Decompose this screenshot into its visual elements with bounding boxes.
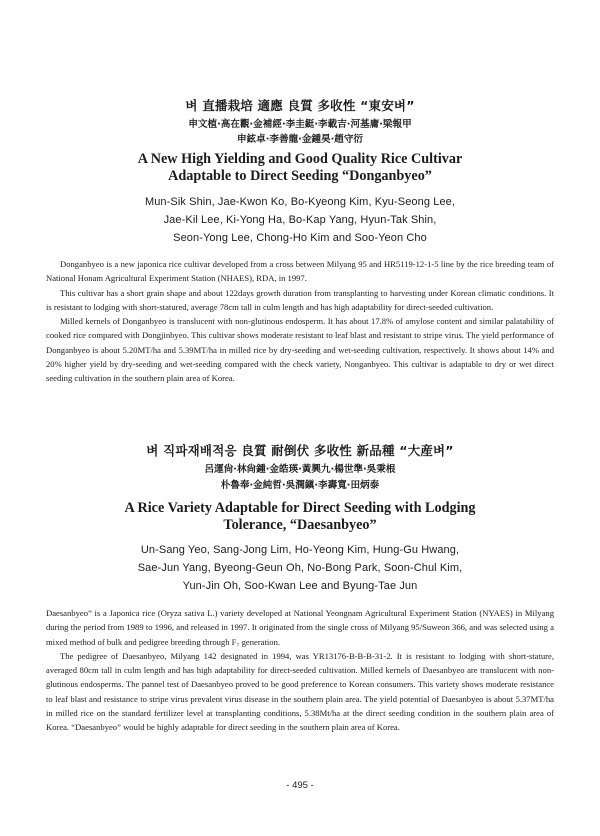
article1-abstract-paragraph: This cultivar has a short grain shape and about 122days growth duration from transplanting to harvesting under Korean climatic conditions. It is resistant to lodging with short-statured, average 78cm tall in culm length and has high adaptability for direct-seeded cultivation.	[46, 287, 554, 312]
article1-korean-authors-line1: 申文植·高在觀·金補經·李圭鋌·李載吉·河基庸·梁報甲	[188, 119, 412, 130]
article1-english-title-line1: A New High Yielding and Good Quality Rice Cultivar	[137, 151, 463, 167]
article2-korean-authors-line1: 呂運尙·林尙鍾·金皓瑛·黃興九·楊世準·吳秉根	[204, 464, 396, 475]
article1-korean-title: 벼 直播栽培 適應 良質 多收性 “東安벼”	[185, 98, 415, 113]
article2-korean-title: 벼 직파재배적응 良質 耐倒伏 多收性 新品種 “大産벼”	[146, 443, 454, 458]
article2-english-title-line2: Tolerance, “Daesanbyeo”	[223, 517, 377, 533]
article2-abstract	[46, 606, 554, 735]
article2-english-authors-line2: Sae-Jun Yang, Byeong-Geun Oh, No-Bong Park, Soon-Chul Kim,	[137, 562, 463, 574]
article1-english-authors-line2: Jae-Kil Lee, Ki-Yong Ha, Bo-Kap Yang, Hyun-Tak Shin,	[163, 214, 437, 226]
article1-abstract-paragraph: Donganbyeo is a new japonica rice cultivar developed from a cross between Milyang 95 and HR5119-12-1-5 line by the rice breeding team of National Honam Agricultural Experiment Station (NHAES), RDA, in 1997.	[46, 259, 554, 284]
article1-abstract-paragraph: Milled kernels of Donganbyeo is translucent with non-glutinous endosperm. It has about 17.8% of amylose content and similar palatability of cooked rice compared with Dongjinbyeo. This cultivar shows moderate resistant to leaf blast and resistant to stripe virus. The yield performance of Donganbyeo is about 5.20MT/ha and 5.39MT/ha in milled rice by dry-seeding and wet-seeding cultivation, respectively. It shows about 14% and 20% higher yield by dry-seeding and wet-seeding compared with the check variety, Nonganbyeo. This cultivar is adaptable to dry or wet direct seeding cultivation in the southern plain area of Korea.	[46, 316, 554, 384]
article2-abstract-paragraph: The pedigree of Daesanbyeo, Milyang 142 designated in 1994, was YR13176-B-B-B-31-2. It is resistant to lodging with short-stature, averaged 80cm tall in culm length and has high adaptability for direct-seeded cultivation. Milled kernels of Daesanbyeo are translucent with non-glutinous endosperms. The pannel test of Daesanbyeo proved to be good preference to Korean consumers. This variety shows moderate resistance to leaf blast and resistance to stripe virus prevalent virus disease in the southern plain area. The yield potential of Daesanbyeo is about 5.37MT/ha in milled rice on the standard fertilizer level at transplanting conditions, 5.38Mt/ha at the direct seeding condition in the southern plain area of Korea. “Daesanbyeo” would be highly adaptable for direct seeding in the southern plain area of Korea.	[46, 650, 554, 733]
article1-korean-authors-line2: 申鉉卓·李善龍·金鍾昊·趙守衍	[236, 134, 364, 145]
article2-abstract-paragraph: Daesanbyeo” is a Japonica rice (Oryza sativa L.) variety developed at National Yeongnam Agricultural Experiment Station (NYAES) in Milyang during the period from 1989 to 1996, and released in 1997. It originated from the single cross of Milyang 95/Suweon 366, and was selected using a mixed method of bulk and pedigree breeding through F₇ generation.	[46, 608, 554, 647]
article1-abstract	[46, 257, 554, 386]
article1-english-title-line2: Adaptable to Direct Seeding “Donganbyeo”	[168, 168, 432, 184]
article2-english-authors-line1: Un-Sang Yeo, Sang-Jong Lim, Ho-Yeong Kim, Hung-Gu Hwang,	[140, 544, 460, 556]
article1-english-authors-line3: Seon-Yong Lee, Chong-Ho Kim and Soo-Yeon Cho	[173, 232, 427, 244]
article2-english-title-line1: A Rice Variety Adaptable for Direct Seeding with Lodging	[124, 500, 476, 516]
article2-korean-authors-line2: 朴魯奉·金純哲·吳潤鎭·李壽寬·田炳泰	[220, 480, 380, 491]
article2-english-authors-line3: Yun-Jin Oh, Soo-Kwan Lee and Byung-Tae Jun	[182, 580, 418, 592]
page-number: - 495 -	[286, 780, 314, 791]
article1-english-authors-line1: Mun-Sik Shin, Jae-Kwon Ko, Bo-Kyeong Kim, Kyu-Seong Lee,	[144, 196, 456, 208]
